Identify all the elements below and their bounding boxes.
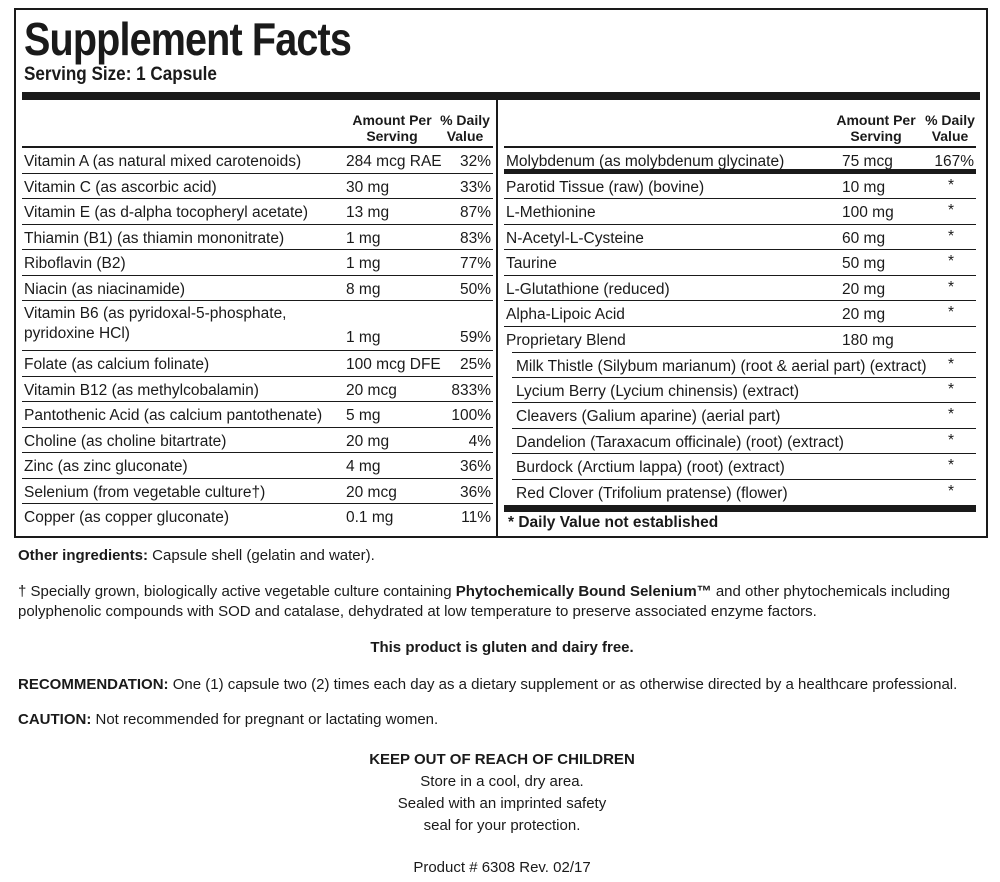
nutrient-name: Niacin (as niacinamide): [24, 280, 186, 298]
nutrient-daily-value: *: [947, 176, 954, 194]
nutrient-amount: 284 mcg RAE: [346, 153, 442, 170]
blend-ingredient-name: Burdock (Arctium lappa) (root) (extract): [516, 459, 785, 476]
keep-out-warning: KEEP OUT OF REACH OF CHILDREN: [369, 751, 635, 768]
nutrient-daily-value: 4%: [468, 432, 491, 450]
nutrient-amount: 100 mcg DFE: [346, 356, 441, 373]
nutrient-daily-value: 100%: [451, 407, 491, 424]
nutrient-daily-value: 83%: [459, 229, 491, 247]
caution: [18, 710, 986, 730]
blend-ingredient-name: Red Clover (Trifolium pratense) (flower): [516, 484, 788, 502]
nutrient-daily-value: *: [947, 304, 954, 321]
blend-ingredient-name: Lycium Berry (Lycium chinensis) (extract): [516, 382, 800, 400]
nutrient-row: [504, 276, 976, 302]
nutrient-amount: 180 mg: [842, 331, 894, 349]
daily-value-header: % Daily Value: [440, 112, 490, 144]
nutrient-daily-value: *: [947, 202, 954, 219]
right-nutrient-list: [504, 148, 976, 352]
nutrient-row: [22, 225, 493, 251]
nutrient-row: [22, 504, 493, 530]
nutrient-amount: 5 mg: [346, 407, 381, 424]
nutrient-amount: 10 mg: [842, 178, 886, 196]
nutrient-row: [22, 301, 493, 351]
supplement-facts-panel: [14, 8, 988, 538]
nutrient-amount: 75 mcg: [842, 153, 893, 170]
blend-ingredient-row: [512, 480, 976, 506]
nutrient-row: [22, 148, 493, 174]
blend-ingredient-row: [512, 403, 976, 429]
nutrient-name: Copper (as copper gluconate): [24, 509, 230, 526]
caution-label: CAUTION:: [18, 711, 92, 728]
nutrient-daily-value: 36%: [459, 483, 491, 501]
nutrient-daily-value: 36%: [459, 458, 491, 475]
nutrient-daily-value: *: [947, 253, 954, 270]
amount-header: Amount Per Serving: [352, 112, 432, 144]
nutrient-name: Proprietary Blend: [506, 331, 626, 349]
nutrient-name: Taurine: [506, 255, 557, 272]
left-nutrient-list: [22, 148, 493, 530]
column-divider: [496, 100, 498, 536]
nutrient-name: Vitamin B12 (as methylcobalamin): [24, 381, 259, 399]
nutrient-name: Choline (as choline bitartrate): [24, 432, 227, 450]
nutrient-name: Riboflavin (B2): [24, 255, 126, 272]
nutrient-row: [22, 377, 493, 403]
blend-ingredient-name: Cleavers (Galium aparine) (aerial part): [516, 408, 781, 425]
right-column-header: [504, 100, 976, 148]
nutrient-row: [22, 250, 493, 276]
dagger-note-pre: † Specially grown, biologically active vegetable culture containing: [18, 583, 456, 600]
proprietary-blend-list: [504, 352, 976, 505]
nutrient-name: Alpha-Lipoic Acid: [506, 306, 625, 323]
gluten-free-statement: This product is gluten and dairy free.: [370, 639, 634, 656]
blend-ingredient-row: [512, 378, 976, 404]
storage-line-1: Store in a cool, dry area.: [420, 773, 584, 790]
blend-daily-value: *: [947, 380, 954, 398]
nutrient-name: Parotid Tissue (raw) (bovine): [506, 178, 705, 196]
nutrient-amount: 4 mg: [346, 458, 381, 475]
nutrient-row: [22, 479, 493, 505]
nutrient-name: L-Methionine: [506, 204, 596, 221]
nutrient-amount: 60 mg: [842, 229, 886, 247]
nutrient-amount: 13 mg: [346, 204, 390, 221]
panel-title: Supplement Facts: [24, 13, 351, 65]
nutrient-daily-value: 32%: [459, 153, 491, 170]
blend-daily-value: *: [947, 406, 954, 423]
serving-size: Serving Size: 1 Capsule: [24, 64, 217, 85]
nutrient-daily-value: 25%: [459, 356, 491, 373]
recommendation: [18, 675, 986, 695]
nutrient-row: [504, 327, 976, 353]
nutrient-daily-value: *: [947, 278, 954, 296]
nutrient-name: Pantothenic Acid (as calcium pantothenate): [24, 407, 323, 424]
nutrient-row: [504, 174, 976, 200]
blend-ingredient-row: [512, 429, 976, 455]
storage-line-2: Sealed with an imprinted safety: [397, 795, 607, 812]
blend-daily-value: *: [947, 431, 954, 449]
other-ingredients-label: Other ingredients:: [18, 547, 149, 564]
blend-daily-value: *: [947, 356, 954, 373]
nutrient-amount: 20 mg: [842, 280, 886, 298]
nutrient-amount: 1 mg: [346, 229, 381, 247]
nutrient-name: Vitamin B6 (as pyridoxal-5-phosphate, pyridoxine HCl): [24, 305, 287, 342]
nutrient-amount: 0.1 mg: [346, 509, 394, 526]
nutrient-amount: 20 mcg: [346, 381, 397, 399]
nutrient-row: [504, 250, 976, 276]
nutrient-name: N-Acetyl-L-Cysteine: [506, 229, 644, 247]
nutrient-amount: 100 mg: [842, 204, 894, 221]
nutrient-amount: 1 mg: [346, 329, 381, 346]
nutrient-daily-value: 33%: [459, 178, 491, 196]
nutrient-daily-value: 77%: [459, 255, 491, 272]
nutrient-row: [504, 301, 976, 327]
blend-ingredient-row: [512, 352, 976, 378]
nutrient-row: [22, 174, 493, 200]
nutrient-daily-value: 833%: [451, 381, 491, 399]
nutrient-row: [22, 402, 493, 428]
nutrient-daily-value: 167%: [934, 153, 974, 170]
nutrient-row: [22, 428, 493, 454]
blend-daily-value: *: [947, 482, 954, 500]
nutrient-row: [504, 199, 976, 225]
nutrient-daily-value: 50%: [459, 280, 491, 298]
nutrient-row: [22, 453, 493, 479]
nutrient-name: L-Glutathione (reduced): [506, 280, 670, 298]
dagger-note-post: and other phytochemicals including polyphenolic compounds with SOD and catalase, dehydrated at low temperature to preserve associated enzyme factors.: [18, 583, 951, 620]
dagger-note-bold: Phytochemically Bound Selenium™: [455, 583, 712, 600]
nutrient-row: [22, 199, 493, 225]
caution-text: Not recommended for pregnant or lactating women.: [91, 711, 439, 728]
recommendation-label: RECOMMENDATION:: [18, 676, 169, 693]
nutrient-amount: 8 mg: [346, 280, 381, 298]
product-number: Product # 6308 Rev. 02/17: [413, 859, 591, 876]
right-column: [504, 100, 976, 534]
nutrient-daily-value: *: [947, 227, 954, 245]
daily-value-footnote: * Daily Value not established: [508, 514, 719, 531]
other-ingredients: [18, 546, 986, 566]
nutrient-name: Vitamin A (as natural mixed carotenoids): [24, 153, 302, 170]
nutrient-name: Thiamin (B1) (as thiamin mononitrate): [24, 229, 285, 247]
dagger-note: [18, 582, 986, 622]
other-ingredients-text: Capsule shell (gelatin and water).: [148, 547, 375, 564]
footnote-divider: [504, 505, 976, 512]
nutrient-name: Selenium (from vegetable culture†): [24, 483, 266, 501]
left-column: [22, 100, 493, 530]
blend-daily-value: *: [947, 457, 954, 474]
nutrient-daily-value: 11%: [461, 509, 491, 526]
nutrient-amount: 20 mg: [346, 432, 390, 450]
nutrient-daily-value: 59%: [459, 329, 491, 346]
nutrient-name: Folate (as calcium folinate): [24, 356, 210, 373]
nutrient-row: [504, 225, 976, 251]
nutrient-row: [504, 148, 976, 174]
daily-value-header: % Daily Value: [925, 112, 975, 144]
storage-line-3: seal for your protection.: [423, 817, 581, 834]
nutrient-row: [22, 351, 493, 377]
nutrient-amount: 50 mg: [842, 255, 886, 272]
thick-divider: [22, 92, 980, 100]
blend-ingredient-name: Milk Thistle (Silybum marianum) (root & aerial part) (extract): [516, 358, 927, 375]
left-column-header: [22, 100, 493, 148]
recommendation-text: One (1) capsule two (2) times each day as a dietary supplement or as otherwise directed by a healthcare professional.: [168, 676, 958, 693]
nutrient-amount: 1 mg: [346, 255, 381, 272]
nutrient-name: Vitamin E (as d-alpha tocopheryl acetate): [24, 204, 309, 221]
nutrient-amount: 30 mg: [346, 178, 390, 196]
nutrient-amount: 20 mg: [842, 306, 886, 323]
nutrient-amount: 20 mcg: [346, 483, 397, 501]
blend-ingredient-row: [512, 454, 976, 480]
nutrient-name: Molybdenum (as molybdenum glycinate): [506, 153, 785, 170]
blend-ingredient-name: Dandelion (Taraxacum officinale) (root) (extract): [516, 433, 844, 451]
nutrient-row: [22, 276, 493, 302]
amount-header: Amount Per Serving: [836, 112, 916, 144]
nutrient-name: Vitamin C (as ascorbic acid): [24, 178, 217, 196]
nutrient-name: Zinc (as zinc gluconate): [24, 458, 188, 475]
nutrient-daily-value: 87%: [459, 204, 491, 221]
